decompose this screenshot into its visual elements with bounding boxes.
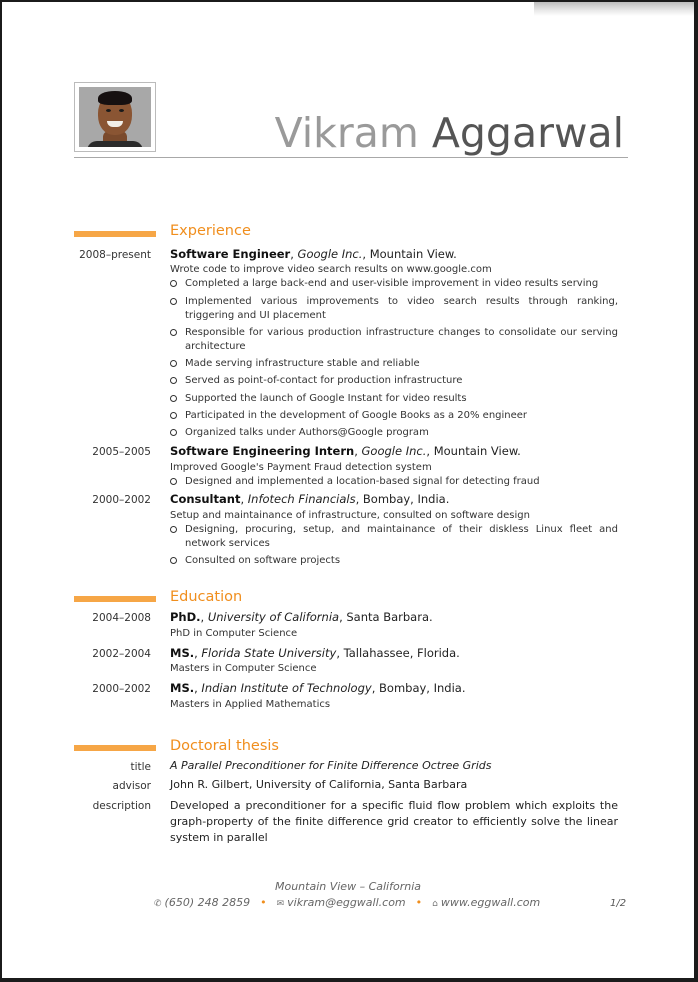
thesis-advisor-value: John R. Gilbert, University of California, Santa Barbara	[170, 778, 468, 791]
job-role: Consultant	[170, 492, 241, 506]
page-number: 1/2	[610, 898, 627, 909]
degree-dates: 2002–2004	[92, 648, 151, 660]
list-item-text: Consulted on software projects	[185, 555, 341, 566]
job-dates: 2008–present	[79, 249, 151, 261]
profile-photo	[74, 82, 156, 152]
resume-page	[2, 2, 694, 978]
thesis-description-value: Developed a preconditioner for a specific fluid flow problem which exploits the graph-property of the finite difference grid creator to efficiently solve the linear system in parallel	[170, 799, 618, 844]
first-name: Vikram	[274, 109, 419, 157]
thesis-title-label: title	[130, 761, 151, 773]
thesis-advisor-label: advisor	[112, 780, 151, 792]
last-name: Aggarwal	[431, 109, 624, 157]
degree-field: PhD in Computer Science	[170, 628, 298, 639]
degree-name: MS.	[170, 681, 195, 695]
bullet-icon	[170, 526, 177, 533]
degree-dates: 2000–2002	[92, 683, 151, 695]
list-item-text: Served as point-of-contact for production infrastructure	[185, 375, 463, 386]
home-icon: ⌂	[432, 899, 438, 909]
degree-school: Indian Institute of Technology	[201, 681, 372, 695]
list-item	[170, 523, 618, 551]
thesis-section-bar	[74, 745, 156, 751]
bullet-icon	[170, 377, 177, 384]
list-item-text: Supported the launch of Google Instant for video results	[185, 393, 467, 404]
degree-location: Bombay, India.	[379, 681, 466, 695]
job-location: Mountain View.	[369, 247, 457, 261]
footer-separator: •	[260, 896, 267, 909]
job-company: Google Inc.	[361, 444, 427, 458]
bullet-icon	[170, 360, 177, 367]
list-item	[170, 295, 618, 323]
name-divider	[74, 157, 628, 158]
degree-location: Tallahassee, Florida.	[343, 646, 460, 660]
footer-contacts	[154, 896, 540, 909]
list-item	[170, 277, 618, 291]
bullet-icon	[170, 280, 177, 287]
job-dates: 2005–2005	[92, 446, 151, 458]
list-item	[170, 374, 618, 388]
photo-eye-right	[119, 109, 124, 112]
email-icon: ✉	[276, 899, 285, 909]
job-heading: Consultant, Infotech Financials, Bombay, India.	[170, 492, 450, 506]
education-section-title: Education	[170, 589, 243, 605]
bullet-icon	[170, 329, 177, 336]
job-role: Software Engineer	[170, 247, 291, 261]
job-company: Google Inc.	[297, 247, 363, 261]
photo-eye-left	[106, 109, 111, 112]
list-item-text: Responsible for various production infrastructure changes to consolidate our serving architecture	[185, 327, 618, 352]
thesis-description-label: description	[92, 800, 151, 812]
job-dates: 2000–2002	[92, 494, 151, 506]
list-item-text: Implemented various improvements to video search results through ranking, triggering and UI placement	[185, 296, 618, 321]
job-location: Bombay, India.	[362, 492, 450, 506]
bullet-icon	[170, 412, 177, 419]
list-item	[170, 475, 618, 489]
footer-website-link[interactable]: www.eggwall.com	[440, 896, 541, 909]
person-name	[275, 108, 624, 158]
degree-location: Santa Barbara.	[346, 610, 433, 624]
footer-separator: •	[415, 896, 423, 909]
experience-section-title: Experience	[170, 223, 251, 239]
photo-shirt	[87, 141, 143, 147]
job-location: Mountain View.	[433, 444, 521, 458]
education-section-bar	[74, 596, 156, 602]
photo-hair	[98, 91, 132, 105]
job-summary: Wrote code to improve video search results on www.google.com	[170, 264, 492, 275]
degree-name: MS.	[170, 646, 195, 660]
degree-heading: MS., Florida State University, Tallahassee, Florida.	[170, 646, 460, 660]
degree-heading: PhD., University of California, Santa Barbara.	[170, 610, 433, 624]
bullet-icon	[170, 557, 177, 564]
footer-email-link[interactable]: vikram@eggwall.com	[287, 896, 406, 909]
job-company: Infotech Financials	[247, 492, 356, 506]
bullet-icon	[170, 395, 177, 402]
thesis-section-title: Doctoral thesis	[170, 738, 279, 754]
list-item	[170, 357, 618, 371]
list-item-text: Designing, procuring, setup, and maintainance of their diskless Linux fleet and network services	[185, 524, 618, 549]
job-summary: Setup and maintainance of infrastructure, consulted on software design	[170, 510, 530, 521]
phone-icon: ✆	[154, 899, 162, 909]
experience-section-bar	[74, 231, 156, 237]
list-item	[170, 426, 618, 440]
profile-photo-image	[79, 87, 151, 147]
degree-field: Masters in Computer Science	[170, 663, 317, 674]
degree-dates: 2004–2008	[92, 612, 151, 624]
job-heading: Software Engineering Intern, Google Inc., Mountain View.	[170, 444, 521, 458]
list-item-text: Made serving infrastructure stable and reliable	[185, 358, 420, 369]
degree-school: Florida State University	[201, 646, 337, 660]
thesis-title-value: A Parallel Preconditioner for Finite Difference Octree Grids	[170, 759, 492, 772]
degree-name: PhD.	[170, 610, 201, 624]
list-item-text: Completed a large back-end and user-visible improvement in video results serving	[185, 278, 599, 289]
bullet-icon	[170, 478, 177, 485]
list-item-text: Designed and implemented a location-based signal for detecting fraud	[185, 476, 540, 487]
bullet-icon	[170, 429, 177, 436]
degree-heading: MS., Indian Institute of Technology, Bombay, India.	[170, 681, 466, 695]
job-role: Software Engineering Intern	[170, 444, 355, 458]
footer-phone: (650) 248 2859	[164, 896, 251, 909]
job-heading: Software Engineer, Google Inc., Mountain View.	[170, 247, 457, 261]
page-corner-shadow	[534, 2, 694, 16]
list-item	[170, 554, 618, 568]
list-item-text: Organized talks under Authors@Google program	[185, 427, 429, 438]
job-summary: Improved Google's Payment Fraud detection system	[170, 462, 432, 473]
bullet-icon	[170, 298, 177, 305]
list-item	[170, 409, 618, 423]
list-item	[170, 392, 618, 406]
degree-field: Masters in Applied Mathematics	[170, 699, 331, 710]
list-item	[170, 326, 618, 354]
footer-location: Mountain View – California	[274, 880, 421, 893]
degree-school: University of California	[207, 610, 340, 624]
list-item-text: Participated in the development of Google Books as a 20% engineer	[185, 410, 528, 421]
